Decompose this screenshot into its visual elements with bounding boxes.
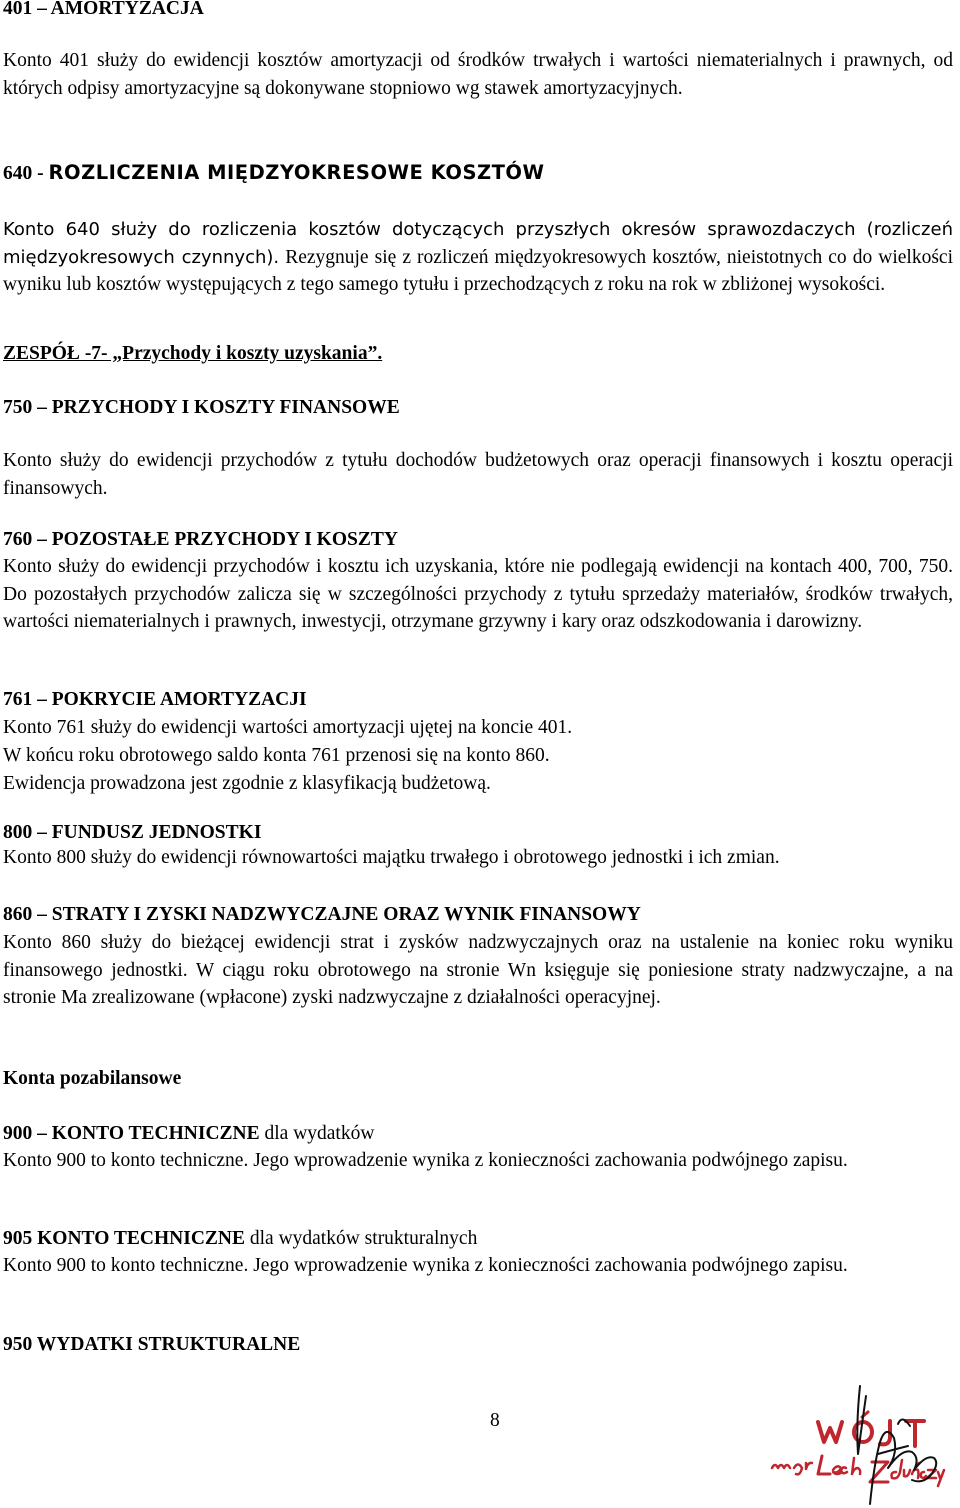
heading-900-title: 900 – KONTO TECHNICZNE [3, 1123, 260, 1144]
heading-950: 950 WYDATKI STRUKTURALNE [3, 1334, 301, 1355]
official-stamp-signature [762, 1384, 958, 1506]
paragraph-640-part2: Rezygnuje się z rozliczeń międzyokresowych kosztów, nieistotnych co do wielkości wyniku lub kosztów występujących z tego samego tytułu i przechodzących z roku na rok w zbliżonej wysokości. [3, 246, 953, 295]
heading-640-number: 640 - [3, 163, 49, 184]
heading-905-title: 905 KONTO TECHNICZNE [3, 1228, 245, 1249]
heading-zespol-7: ZESPÓŁ -7- „Przychody i koszty uzyskania”. [3, 343, 383, 364]
paragraph-760: Konto służy do ewidencji przychodów i kosztu ich uzyskania, które nie podlegają ewidencji na kontach 400, 700, 750. Do pozostałych przychodów zalicza się w szczególności przychody z tytułu sprzedaży materiałów, środków trwałych, wartości niematerialnych i prawnych, inwestycji, otrzymane grzywny i kary oraz odszkodowania i darowizny. [3, 556, 953, 632]
heading-900-suffix: dla wydatków [259, 1123, 375, 1144]
heading-800: 800 – FUNDUSZ JEDNOSTKI [3, 822, 262, 843]
paragraph-761-line: Ewidencja prowadzona jest zgodnie z klasyfikacją budżetową. [3, 773, 491, 794]
paragraph-905: Konto 900 to konto techniczne. Jego wprowadzenie wynika z konieczności zachowania podwójnego zapisu. [3, 1255, 848, 1276]
heading-761: 761 – POKRYCIE AMORTYZACJI [3, 689, 307, 710]
paragraph-401: Konto 401 służy do ewidencji kosztów amortyzacji od środków trwałych i wartości niematerialnych i prawnych, od których odpisy amortyzacyjne są dokonywane stopniowo wg stawek amortyzacyjnych. [3, 50, 953, 99]
paragraph-750: Konto służy do ewidencji przychodów z tytułu dochodów budżetowych oraz operacji finansowych i kosztu operacji finansowych. [3, 450, 953, 499]
paragraph-640-part1: Konto 640 służy do rozliczenia kosztów dotyczących przyszłych okresów sprawozdaczych (rozliczeń międzyokresowych czynnych). [3, 219, 953, 268]
paragraph-761-line: W końcu roku obrotowego saldo konta 761 przenosi się na konto 860. [3, 745, 550, 766]
paragraph-900: Konto 900 to konto techniczne. Jego wprowadzenie wynika z konieczności zachowania podwójnego zapisu. [3, 1150, 848, 1171]
heading-900 [3, 1122, 953, 1146]
paragraph-800: Konto 800 służy do ewidencji równowartości majątku trwałego i obrotowego jednostki i ich zmian. [3, 847, 780, 868]
heading-640-title: ROZLICZENIA MIĘDZYOKRESOWE KOSZTÓW [48, 161, 545, 184]
heading-905 [3, 1227, 953, 1251]
heading-640 [3, 161, 953, 186]
paragraph-640 [3, 216, 953, 299]
heading-750: 750 – PRZYCHODY I KOSZTY FINANSOWE [3, 397, 400, 418]
page-number: 8 [490, 1410, 500, 1431]
paragraph-860: Konto 860 służy do bieżącej ewidencji strat i zysków nadzwyczajnych oraz na ustalenie na koniec roku wyniku finansowego jednostki. W ciągu roku obrotowego na stronie Wn księguje się poniesione straty nadzwyczajne, a na stronie Ma zrealizowane (wpłacone) zyski nadzwyczajne z działalności operacyjnej. [3, 932, 953, 1008]
heading-905-suffix: dla wydatków strukturalnych [245, 1228, 478, 1249]
heading-konta-pozabilansowe: Konta pozabilansowe [3, 1068, 182, 1089]
heading-860: 860 – STRATY I ZYSKI NADZWYCZAJNE ORAZ WYNIK FINANSOWY [3, 904, 641, 925]
paragraph-761-line: Konto 761 służy do ewidencji wartości amortyzacji ujętej na koncie 401. [3, 717, 573, 738]
paragraph-761 [3, 714, 953, 798]
heading-401: 401 – AMORTYZACJA [3, 0, 204, 19]
heading-760: 760 – POZOSTAŁE PRZYCHODY I KOSZTY [3, 529, 398, 550]
